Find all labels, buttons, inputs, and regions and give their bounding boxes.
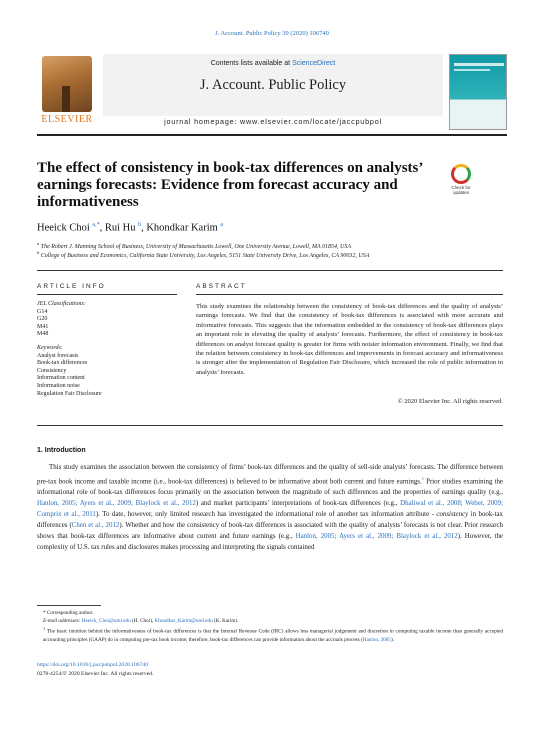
author-marks[interactable]: a,*: [92, 222, 100, 228]
cover-stripe: [454, 69, 490, 71]
article-info: [37, 301, 177, 398]
keywords-heading: Keywords:: [37, 344, 63, 351]
email-link[interactable]: Heeick_Choi@uml.edu: [81, 617, 131, 624]
body-text: ). To date, however, only limited research has investigated the informational role of another tax information attribute -: [95, 510, 437, 518]
keyword: Information content: [37, 375, 85, 382]
keyword: Regulation Fair Disclosure: [37, 390, 102, 397]
citation-link[interactable]: Dhaliwal et al., 2008; Weber, 2009; Comprix et al., 2011: [37, 500, 503, 518]
email-owner: (H. Choi),: [130, 617, 155, 624]
contents-line: [103, 54, 443, 67]
body-text: ). However, the complexity of U.S. tax rules and disclosures makes processing and interpreting the signals contained: [37, 532, 503, 551]
author-list: Heeick Choi $^{a,*}$, Rui Hu $^b$, Khondkar Karim $^a$: [37, 222, 224, 234]
email-owner: (K. Karim).: [212, 617, 239, 624]
intro-heading: 1. Introduction: [37, 447, 86, 454]
author-marks[interactable]: b: [138, 222, 142, 228]
affiliation-mark: b: [37, 250, 40, 255]
email-label: E-mail addresses:: [43, 617, 82, 624]
contents-prefix: Contents lists available at: [210, 60, 293, 67]
keyword: Book-tax differences: [37, 360, 88, 367]
emphasis: consistency: [436, 510, 469, 518]
jel-code: M48: [37, 331, 49, 338]
abstract-divider: [196, 294, 503, 295]
elsevier-logo[interactable]: [37, 54, 97, 130]
citation-link[interactable]: Hanlon, 2005; Ayers et al., 2009; Blaylock et al., 2012: [37, 500, 196, 508]
footnote-text: The basic intuition behind the informativeness of book-tax differences is that the Internal Revenue Code (IRC) allows less managerial judgement and discretion in computing taxable income than generally accepted accounting principles (GAAP) do in computing pre-tax book income; therefore, book-tax differences can provide information about the accruals process (: [43, 628, 503, 643]
author-name[interactable]: Khondkar Karim: [146, 222, 218, 234]
affiliation-text: College of Business and Economics, California State University, Los Angeles, 5151 State University Drive, Los Angeles, CA 90032, USA: [40, 253, 370, 259]
asterisk-mark: *: [43, 610, 46, 616]
body-text: ) and market participants’ interpretations of book-tax differences (e.g.,: [195, 500, 401, 508]
jel-code: M41: [37, 323, 49, 330]
cover-stripe: [454, 63, 504, 66]
affiliation-mark: a: [37, 241, 40, 246]
check-updates-label: Check for updates: [451, 185, 471, 195]
corresponding-note: [37, 610, 503, 618]
citation-link[interactable]: Hanlon, 2005: [362, 636, 391, 643]
publisher-name: ELSEVIER: [41, 114, 93, 125]
affiliation-text: The Robert J. Manning School of Business, University of Massachusetts Lowell, One University Avenue, Lowell, MA 01854, USA: [40, 244, 351, 250]
keyword: Analyst forecasts: [37, 352, 79, 359]
journal-header: [37, 54, 507, 130]
journal-title: J. Account. Public Policy: [199, 77, 347, 93]
email-note: [37, 618, 503, 626]
footnotes: [37, 610, 503, 644]
journal-citation[interactable]: J. Account. Public Policy 39 (2020) 106740: [215, 30, 329, 37]
journal-homepage[interactable]: journal homepage: www.elsevier.com/locate/jaccpubpol: [164, 117, 382, 126]
check-for-updates-button[interactable]: [447, 164, 475, 194]
intro-body: [37, 463, 503, 554]
article-info-heading: ARTICLE INFO: [37, 283, 106, 290]
footnote-mark: 1: [43, 626, 46, 632]
abstract-heading: ABSTRACT: [196, 283, 247, 290]
check-updates-icon: [451, 164, 471, 184]
section-divider: [37, 425, 503, 426]
author-marks[interactable]: a: [220, 222, 224, 228]
journal-cover-image[interactable]: [449, 54, 507, 130]
journal-banner: [103, 54, 443, 116]
sciencedirect-link[interactable]: ScienceDirect: [292, 60, 336, 67]
affiliation: [37, 250, 507, 259]
section-divider: [37, 270, 503, 271]
article-title: The effect of consistency in book-tax differences on analysts’ earnings forecasts: Evidence from forecast accuracy and informativeness: [37, 160, 423, 210]
elsevier-tree-icon: [42, 56, 92, 112]
keyword: Information noise: [37, 382, 80, 389]
body-text: Prior studies examining the informational role of book-tax differences focus primarily on the association between the magnitude of such differences and the properties of earnings quality (e.g.,: [37, 478, 503, 497]
info-divider: [37, 294, 177, 295]
body-text: in book-tax differences (: [37, 510, 503, 529]
affiliation: [37, 241, 507, 250]
jel-code: G14: [37, 308, 48, 315]
issn-line: 0278-4254/© 2020 Elsevier Inc. All rights reserved.: [37, 670, 154, 677]
jel-heading: JEL Classifications:: [37, 301, 86, 307]
citation-link[interactable]: Hanlon, 2005; Ayers et al., 2009; Blaylock et al., 2012: [295, 532, 458, 540]
author-name[interactable]: Rui Hu: [104, 222, 136, 234]
copyright: © 2020 Elsevier Inc. All rights reserved.: [397, 398, 503, 405]
footnote-divider: [37, 605, 101, 606]
doi-link[interactable]: https://doi.org/10.1016/j.jaccpubpol.2020.106740: [37, 662, 148, 668]
keyword: Consistency: [37, 367, 67, 374]
footnote-ref[interactable]: 1: [421, 475, 424, 481]
header-divider: [37, 134, 507, 136]
body-text: This study examines the association between the consistency of firms’ book-tax differences and the quality of sell-side analysts’ forecasts. The difference between pre-tax book income and taxable income (i.e., book-tax differences) is believed to be informative about both current and future earnings.: [37, 464, 503, 486]
intro-paragraph: [37, 463, 503, 554]
abstract-text: This study examines the relationship between the consistency of book-tax differences and the quality of analysts’ earnings forecasts. We find that the consistency of book-tax differences is associated with more accurate and informative forecasts. This suggests that the information embedded in the consistency of book-tax differences plays an important role in elevating the quality of analysts’ forecasts. Furthermore, the effect of consistency in book-tax differences on analyst forecast quality is greater for firms with noisier information environment. Finally, we find that the relation between consistency in book-tax differences and improvements in forecast accuracy and informativeness is stronger after the implementation of Regulation Fair Disclosure, which increased the role of public information in analysts’ forecasts.: [196, 303, 503, 376]
email-link[interactable]: Khondkar_Karim@uml.edu: [154, 617, 213, 624]
footnote-text: ).: [390, 636, 394, 643]
doi-block: [37, 661, 153, 678]
citation-link[interactable]: Chen et al., 2012: [71, 521, 120, 529]
corresponding-text: Corresponding author.: [46, 610, 94, 616]
body-text: ). Whether and how the consistency of book-tax differences is associated with the quality of analysts’ forecasts is not clear. Prior research shows that book-tax differences are informative about current and future earnings (e.g.,: [37, 521, 504, 540]
author-name[interactable]: Heeick Choi: [37, 222, 90, 234]
footnote-1: [37, 625, 503, 644]
jel-code: G20: [37, 316, 48, 323]
